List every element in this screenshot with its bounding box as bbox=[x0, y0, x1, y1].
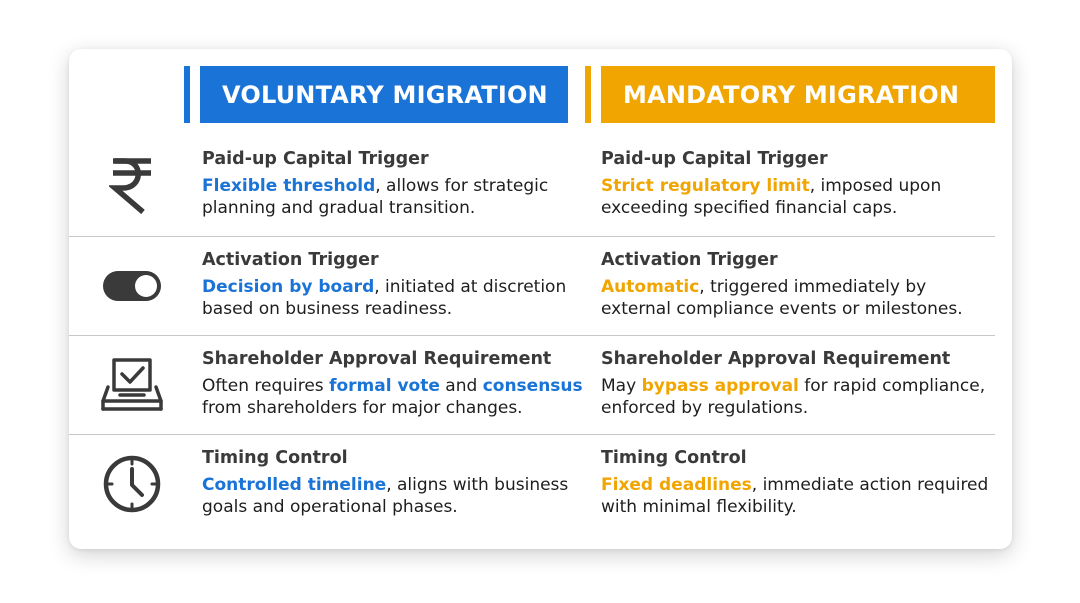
desc-text-line2: external compliance events or milestones. bbox=[601, 299, 963, 319]
desc-text-pre: May bbox=[601, 376, 642, 396]
row-divider bbox=[69, 236, 995, 237]
mandatory-header-stripe bbox=[585, 66, 591, 123]
voluntary-cell-shareholder-approval bbox=[202, 347, 582, 419]
voluntary-cell-paid-up-capital bbox=[202, 147, 582, 219]
desc-text-line2: enforced by regulations. bbox=[601, 398, 809, 418]
voluntary-header-label: VOLUNTARY MIGRATION bbox=[222, 80, 548, 109]
mandatory-cell-activation-trigger bbox=[601, 248, 981, 320]
voluntary-header bbox=[200, 66, 568, 123]
desc-text: , imposed upon bbox=[809, 176, 942, 196]
row-divider bbox=[69, 335, 995, 336]
cell-title: Timing Control bbox=[202, 448, 348, 468]
desc-text-mid: and bbox=[439, 376, 483, 396]
desc-text: for rapid compliance, bbox=[798, 376, 986, 396]
desc-text-line2: with minimal flexibility. bbox=[601, 497, 797, 517]
highlight-text: Automatic bbox=[601, 277, 700, 297]
clock-icon bbox=[99, 451, 165, 517]
desc-text: , immediate action required bbox=[751, 475, 989, 495]
desc-text-pre: Often requires bbox=[202, 376, 330, 396]
cell-description bbox=[601, 474, 989, 518]
mandatory-cell-shareholder-approval bbox=[601, 347, 986, 419]
cell-description bbox=[202, 474, 582, 518]
cell-description bbox=[202, 175, 582, 219]
cell-description bbox=[202, 375, 582, 419]
cell-description bbox=[601, 276, 981, 320]
highlight-text: bypass approval bbox=[641, 376, 799, 396]
desc-text: , triggered immediately by bbox=[699, 277, 927, 297]
voluntary-cell-activation-trigger bbox=[202, 248, 582, 320]
desc-text-line2: exceeding specified financial caps. bbox=[601, 198, 898, 218]
highlight-text: Strict regulatory limit bbox=[601, 176, 810, 196]
desc-text: , allows for strategic bbox=[375, 176, 549, 196]
desc-text-line2: planning and gradual transition. bbox=[202, 198, 476, 218]
cell-description bbox=[601, 375, 986, 419]
cell-description bbox=[601, 175, 981, 219]
rupee-icon bbox=[99, 152, 165, 218]
mandatory-header-label: MANDATORY MIGRATION bbox=[623, 80, 960, 109]
highlight-text-2: consensus bbox=[482, 376, 583, 396]
desc-text-line2: goals and operational phases. bbox=[202, 497, 458, 517]
highlight-text: Decision by board bbox=[202, 277, 375, 297]
cell-title: Timing Control bbox=[601, 448, 747, 468]
comparison-card bbox=[69, 49, 1012, 549]
desc-text: , initiated at discretion bbox=[374, 277, 567, 297]
mandatory-header bbox=[601, 66, 995, 123]
ballot-box-icon bbox=[99, 352, 165, 418]
cell-title: Paid-up Capital Trigger bbox=[202, 149, 429, 169]
cell-title: Activation Trigger bbox=[601, 250, 778, 270]
highlight-text: formal vote bbox=[329, 376, 440, 396]
desc-text: , aligns with business bbox=[386, 475, 569, 495]
toggle-icon bbox=[99, 253, 165, 319]
voluntary-cell-timing-control bbox=[202, 446, 582, 518]
cell-title: Shareholder Approval Requirement bbox=[202, 349, 552, 369]
mandatory-cell-paid-up-capital bbox=[601, 147, 981, 219]
desc-text-line2: based on business readiness. bbox=[202, 299, 453, 319]
voluntary-header-stripe bbox=[184, 66, 190, 123]
mandatory-cell-timing-control bbox=[601, 446, 989, 518]
cell-title: Shareholder Approval Requirement bbox=[601, 349, 951, 369]
cell-title: Paid-up Capital Trigger bbox=[601, 149, 828, 169]
row-divider bbox=[69, 434, 995, 435]
highlight-text: Controlled timeline bbox=[202, 475, 387, 495]
cell-description bbox=[202, 276, 582, 320]
desc-text-line2: from shareholders for major changes. bbox=[202, 398, 523, 418]
highlight-text: Fixed deadlines bbox=[601, 475, 752, 495]
highlight-text: Flexible threshold bbox=[202, 176, 376, 196]
cell-title: Activation Trigger bbox=[202, 250, 379, 270]
